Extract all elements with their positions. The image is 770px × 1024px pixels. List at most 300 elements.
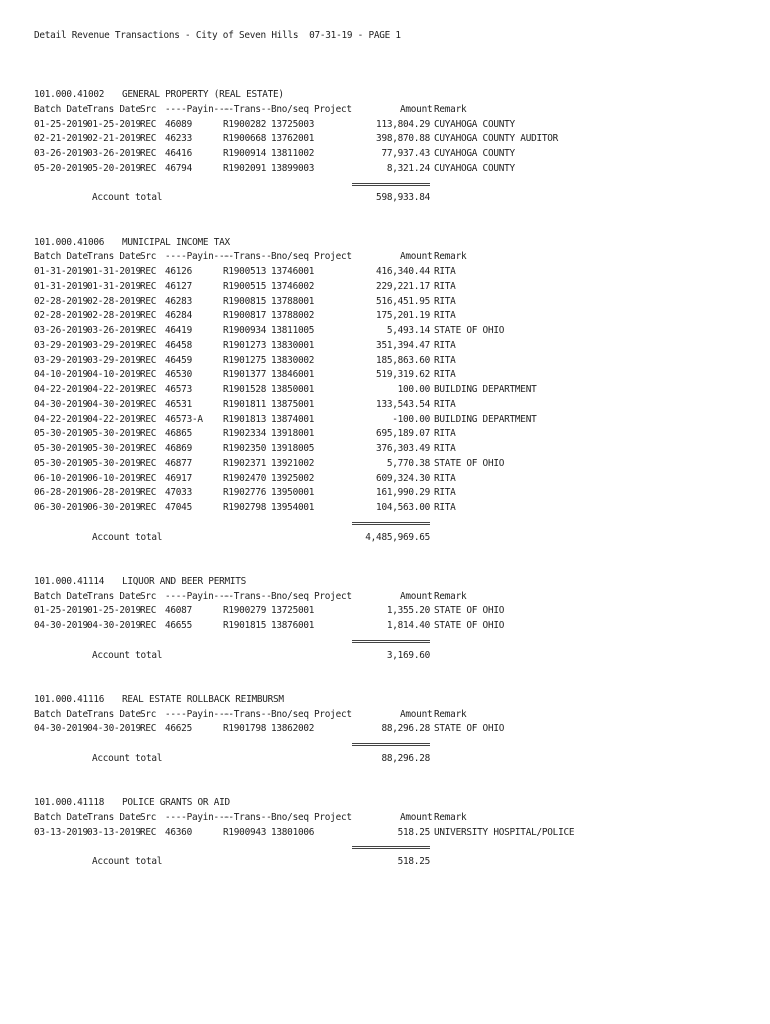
header-remark: Remark (434, 811, 467, 823)
payin-number: 46127 (165, 280, 192, 292)
account-heading (34, 796, 754, 811)
amount: 516,451.95 (376, 295, 430, 307)
trans-date: 02-21-2019 (87, 133, 141, 145)
batch-date: 02-28-2019 (34, 310, 88, 322)
remark: RITA (434, 339, 456, 351)
trans-date: 02-28-2019 (87, 310, 141, 322)
bno-seq: 13862002 (271, 723, 315, 735)
amount: 1,814.40 (386, 620, 430, 631)
trans-date: 04-22-2019 (87, 413, 141, 425)
amount: 113,804.29 (376, 118, 430, 130)
source: REC (140, 443, 157, 454)
amount: 5,493.14 (386, 325, 430, 336)
bno-seq: 13850001 (271, 384, 315, 395)
payin-number: 46283 (165, 295, 192, 307)
header-src: Src (140, 590, 157, 602)
trans-number: R1900282 (223, 118, 267, 130)
header-batch-date: Batch Date (34, 590, 88, 602)
account-heading (34, 236, 754, 251)
bno-seq: 13746002 (271, 280, 315, 292)
bno-seq: 13950001 (271, 487, 315, 499)
source: REC (140, 369, 157, 381)
account-heading (34, 693, 754, 708)
bno-seq: 13725003 (271, 118, 315, 130)
header-payin: ----Payin--- (165, 251, 230, 263)
transaction-row (34, 398, 754, 413)
trans-number: R1900515 (223, 280, 267, 292)
trans-date: 06-28-2019 (87, 487, 141, 499)
account-total-row (34, 752, 754, 767)
batch-date: 02-21-2019 (34, 133, 88, 145)
header-trans: --Trans-- (223, 103, 272, 115)
remark: RITA (434, 369, 456, 381)
batch-date: 04-10-2019 (34, 369, 88, 381)
account-total-label: Account total (92, 649, 163, 661)
account-code: 101.000.41006 (34, 236, 105, 248)
transaction-row (34, 472, 754, 487)
trans-number: R1902776 (223, 487, 267, 499)
trans-date: 05-30-2019 (87, 443, 141, 454)
trans-date: 01-31-2019 (87, 280, 141, 292)
source: REC (140, 472, 157, 484)
source: REC (140, 339, 157, 351)
bno-seq: 13874001 (271, 413, 315, 425)
remark: RITA (434, 266, 456, 277)
remark: STATE OF OHIO (434, 325, 505, 336)
account-section (34, 236, 754, 575)
transaction-row (34, 413, 754, 428)
trans-number: R1900914 (223, 148, 267, 159)
batch-date: 03-26-2019 (34, 148, 88, 159)
trans-date: 03-29-2019 (87, 339, 141, 351)
payin-number: 46530 (165, 369, 192, 381)
account-heading (34, 88, 754, 103)
account-total-label: Account total (92, 192, 163, 204)
accounts-list (34, 88, 754, 899)
trans-number: R1900279 (223, 605, 267, 617)
batch-date: 03-13-2019 (34, 826, 88, 838)
total-rule-line (34, 634, 754, 649)
remark: RITA (434, 502, 456, 513)
payin-number: 46233 (165, 133, 192, 145)
bno-seq: 13801006 (271, 826, 315, 838)
transaction-row (34, 457, 754, 472)
payin-number: 46284 (165, 310, 192, 322)
account-total-amount: 3,169.60 (386, 649, 430, 661)
trans-number: R1901377 (223, 369, 267, 381)
amount: 104,563.00 (376, 502, 430, 513)
source: REC (140, 280, 157, 292)
bno-seq: 13846001 (271, 369, 315, 381)
double-underline (352, 846, 430, 849)
account-total-row (34, 855, 754, 870)
transaction-row (34, 118, 754, 133)
transaction-row (34, 442, 754, 457)
batch-date: 05-30-2019 (34, 443, 88, 454)
account-section (34, 88, 754, 236)
trans-date: 04-22-2019 (87, 384, 141, 395)
remark: CUYAHOGA COUNTY (434, 148, 515, 159)
trans-date: 04-10-2019 (87, 369, 141, 381)
header-payin: ----Payin--- (165, 590, 230, 602)
transaction-row (34, 604, 754, 619)
batch-date: 03-26-2019 (34, 325, 88, 336)
batch-date: 06-28-2019 (34, 487, 88, 499)
remark: RITA (434, 354, 456, 366)
header-amount: Amount (400, 811, 433, 823)
trans-number: R1900513 (223, 266, 267, 277)
bno-seq: 13746001 (271, 266, 315, 277)
batch-date: 05-30-2019 (34, 457, 88, 469)
header-trans-date: Trans Date (87, 811, 141, 823)
remark: RITA (434, 428, 456, 440)
remark: RITA (434, 398, 456, 410)
column-header-row (34, 708, 754, 723)
remark: CUYAHOGA COUNTY AUDITOR (434, 133, 559, 145)
header-amount: Amount (400, 590, 433, 602)
header-batch-date: Batch Date (34, 251, 88, 263)
header-amount: Amount (400, 103, 433, 115)
account-code: 101.000.41002 (34, 89, 105, 100)
transaction-row (34, 295, 754, 310)
header-bno-seq: Bno/seq (271, 590, 309, 602)
trans-date: 04-30-2019 (87, 723, 141, 735)
trans-number: R1901811 (223, 398, 267, 410)
trans-number: R1900943 (223, 826, 267, 838)
transaction-row (34, 427, 754, 442)
header-bno-seq: Bno/seq (271, 708, 309, 720)
bno-seq: 13925002 (271, 472, 315, 484)
remark: BUILDING DEPARTMENT (434, 384, 537, 395)
trans-date: 02-28-2019 (87, 295, 141, 307)
batch-date: 06-30-2019 (34, 502, 88, 513)
trans-date: 05-30-2019 (87, 457, 141, 469)
source: REC (140, 295, 157, 307)
source: REC (140, 310, 157, 322)
bno-seq: 13875001 (271, 398, 315, 410)
transaction-row (34, 383, 754, 398)
bno-seq: 13830001 (271, 339, 315, 351)
account-code: 101.000.41114 (34, 575, 105, 587)
header-src: Src (140, 708, 157, 720)
trans-date: 03-29-2019 (87, 354, 141, 366)
amount: -100.00 (392, 413, 430, 425)
payin-number: 46531 (165, 398, 192, 410)
trans-date: 03-13-2019 (87, 826, 141, 838)
bno-seq: 13811005 (271, 325, 315, 336)
source: REC (140, 620, 157, 631)
account-total-row (34, 531, 754, 546)
amount: 185,863.60 (376, 354, 430, 366)
account-total-label: Account total (92, 752, 163, 764)
transaction-row (34, 826, 754, 841)
payin-number: 46794 (165, 162, 192, 174)
batch-date: 03-29-2019 (34, 354, 88, 366)
trans-number: R1901528 (223, 384, 267, 395)
double-underline (352, 183, 430, 186)
bno-seq: 13788002 (271, 310, 315, 322)
double-underline (352, 640, 430, 643)
batch-date: 05-30-2019 (34, 428, 88, 440)
transaction-row (34, 324, 754, 339)
trans-number: R1902091 (223, 162, 267, 174)
amount: 161,990.29 (376, 487, 430, 499)
account-section (34, 796, 754, 899)
header-trans: --Trans-- (223, 708, 272, 720)
amount: 133,543.54 (376, 398, 430, 410)
header-bno-seq: Bno/seq (271, 103, 309, 115)
payin-number: 46089 (165, 118, 192, 130)
account-total-label: Account total (92, 856, 163, 867)
account-heading (34, 575, 754, 590)
source: REC (140, 118, 157, 130)
transaction-row (34, 147, 754, 162)
amount: 229,221.17 (376, 280, 430, 292)
remark: RITA (434, 472, 456, 484)
bno-seq: 13811002 (271, 148, 315, 159)
source: REC (140, 148, 157, 159)
column-header-row (34, 811, 754, 826)
transaction-row (34, 619, 754, 634)
header-bno-seq: Bno/seq (271, 811, 309, 823)
amount: 416,340.44 (376, 266, 430, 277)
total-rule-line (34, 737, 754, 752)
header-src: Src (140, 103, 157, 115)
source: REC (140, 266, 157, 277)
account-total-row (34, 191, 754, 206)
amount: 376,303.49 (376, 443, 430, 454)
header-batch-date: Batch Date (34, 708, 88, 720)
source: REC (140, 354, 157, 366)
total-rule-line (34, 177, 754, 192)
account-total-amount: 598,933.84 (376, 192, 430, 204)
payin-number: 46419 (165, 325, 192, 336)
account-total-row (34, 649, 754, 664)
payin-number: 46869 (165, 443, 192, 454)
amount: 175,201.19 (376, 310, 430, 322)
payin-number: 46458 (165, 339, 192, 351)
page-title: Detail Revenue Transactions - City of Seven Hills 07-31-19 - PAGE 1 (34, 30, 401, 41)
amount: 351,394.47 (376, 339, 430, 351)
payin-number: 46416 (165, 148, 192, 159)
batch-date: 01-31-2019 (34, 280, 88, 292)
trans-date: 03-26-2019 (87, 325, 141, 336)
header-remark: Remark (434, 708, 467, 720)
source: REC (140, 502, 157, 513)
remark: CUYAHOGA COUNTY (434, 162, 515, 174)
trans-date: 05-30-2019 (87, 428, 141, 440)
payin-number: 46573-A (165, 413, 203, 425)
batch-date: 04-30-2019 (34, 398, 88, 410)
trans-date: 03-26-2019 (87, 148, 141, 159)
batch-date: 01-31-2019 (34, 266, 88, 277)
account-total-amount: 88,296.28 (381, 752, 430, 764)
transaction-row (34, 265, 754, 280)
batch-date: 04-30-2019 (34, 723, 88, 735)
bno-seq: 13954001 (271, 502, 315, 513)
source: REC (140, 413, 157, 425)
trans-date: 06-30-2019 (87, 502, 141, 513)
remark: STATE OF OHIO (434, 723, 505, 735)
bno-seq: 13788001 (271, 295, 315, 307)
bno-seq: 13921002 (271, 457, 315, 469)
header-trans: --Trans-- (223, 590, 272, 602)
remark: CUYAHOGA COUNTY (434, 118, 515, 130)
bno-seq: 13876001 (271, 620, 315, 631)
trans-date: 01-31-2019 (87, 266, 141, 277)
batch-date: 03-29-2019 (34, 339, 88, 351)
header-remark: Remark (434, 590, 467, 602)
header-payin: ----Payin--- (165, 811, 230, 823)
source: REC (140, 428, 157, 440)
bno-seq: 13725001 (271, 605, 315, 617)
remark: RITA (434, 280, 456, 292)
source: REC (140, 723, 157, 735)
bno-seq: 13899003 (271, 162, 315, 174)
account-title: REAL ESTATE ROLLBACK REIMBURSM (122, 693, 284, 705)
amount: 88,296.28 (381, 723, 430, 735)
header-project: Project (314, 251, 352, 263)
trans-number: R1902371 (223, 457, 267, 469)
source: REC (140, 457, 157, 469)
trans-number: R1901275 (223, 354, 267, 366)
transaction-row (34, 354, 754, 369)
remark: STATE OF OHIO (434, 620, 505, 631)
payin-number: 46917 (165, 472, 192, 484)
transaction-row (34, 368, 754, 383)
payin-number: 47045 (165, 502, 192, 513)
payin-number: 46087 (165, 605, 192, 617)
payin-number: 47033 (165, 487, 192, 499)
bno-seq: 13762001 (271, 133, 315, 145)
batch-date: 01-25-2019 (34, 605, 88, 617)
header-project: Project (314, 590, 352, 602)
account-total-amount: 4,485,969.65 (365, 531, 430, 543)
source: REC (140, 605, 157, 617)
payin-number: 46459 (165, 354, 192, 366)
amount: 77,937.43 (381, 148, 430, 159)
remark: BUILDING DEPARTMENT (434, 413, 537, 425)
double-underline (352, 522, 430, 525)
source: REC (140, 487, 157, 499)
header-amount: Amount (400, 708, 433, 720)
trans-date: 06-10-2019 (87, 472, 141, 484)
source: REC (140, 384, 157, 395)
header-project: Project (314, 103, 352, 115)
trans-number: R1901273 (223, 339, 267, 351)
trans-number: R1900815 (223, 295, 267, 307)
trans-date: 04-30-2019 (87, 398, 141, 410)
payin-number: 46655 (165, 620, 192, 631)
header-payin: ----Payin--- (165, 103, 230, 115)
header-trans-date: Trans Date (87, 590, 141, 602)
amount: 8,321.24 (386, 162, 430, 174)
remark: RITA (434, 295, 456, 307)
amount: 1,355.20 (386, 605, 430, 617)
payin-number: 46573 (165, 384, 192, 395)
header-src: Src (140, 251, 157, 263)
header-batch-date: Batch Date (34, 103, 88, 115)
account-title: LIQUOR AND BEER PERMITS (122, 575, 247, 587)
account-title: POLICE GRANTS OR AID (122, 797, 230, 808)
batch-date: 02-28-2019 (34, 295, 88, 307)
revenue-report (34, 29, 754, 899)
header-trans-date: Trans Date (87, 708, 141, 720)
trans-number: R1902798 (223, 502, 267, 513)
amount: 100.00 (397, 384, 430, 395)
trans-date: 05-20-2019 (87, 162, 141, 174)
source: REC (140, 133, 157, 145)
batch-date: 05-20-2019 (34, 162, 88, 174)
batch-date: 04-22-2019 (34, 413, 88, 425)
header-project: Project (314, 708, 352, 720)
payin-number: 46865 (165, 428, 192, 440)
amount: 519,319.62 (376, 369, 430, 381)
source: REC (140, 398, 157, 410)
transaction-row (34, 132, 754, 147)
column-header-row (34, 103, 754, 118)
payin-number: 46877 (165, 457, 192, 469)
transaction-row (34, 162, 754, 177)
batch-date: 04-22-2019 (34, 384, 88, 395)
trans-number: R1900668 (223, 133, 267, 145)
transaction-row (34, 486, 754, 501)
remark: RITA (434, 443, 456, 454)
header-project: Project (314, 811, 352, 823)
header-remark: Remark (434, 251, 467, 263)
bno-seq: 13830002 (271, 354, 315, 366)
header-trans-date: Trans Date (87, 251, 141, 263)
account-section (34, 575, 754, 693)
amount: 398,870.88 (376, 133, 430, 145)
payin-number: 46625 (165, 723, 192, 735)
account-total-label: Account total (92, 531, 163, 543)
batch-date: 04-30-2019 (34, 620, 88, 631)
payin-number: 46360 (165, 826, 192, 838)
source: REC (140, 826, 157, 838)
trans-number: R1902470 (223, 472, 267, 484)
total-rule-line (34, 840, 754, 855)
amount: 518.25 (397, 826, 430, 838)
remark: STATE OF OHIO (434, 605, 505, 617)
batch-date: 06-10-2019 (34, 472, 88, 484)
source: REC (140, 162, 157, 174)
account-title: MUNICIPAL INCOME TAX (122, 236, 230, 248)
header-trans-date: Trans Date (87, 103, 141, 115)
column-header-row (34, 250, 754, 265)
header-bno-seq: Bno/seq (271, 251, 309, 263)
account-code: 101.000.41118 (34, 797, 105, 808)
bno-seq: 13918001 (271, 428, 315, 440)
transaction-row (34, 722, 754, 737)
trans-date: 01-25-2019 (87, 118, 141, 130)
trans-date: 01-25-2019 (87, 605, 141, 617)
trans-number: R1900934 (223, 325, 267, 336)
amount: 609,324.30 (376, 472, 430, 484)
trans-number: R1901798 (223, 723, 267, 735)
header-trans: --Trans-- (223, 251, 272, 263)
bno-seq: 13918005 (271, 443, 315, 454)
double-underline (352, 743, 430, 746)
transaction-row (34, 309, 754, 324)
header-batch-date: Batch Date (34, 811, 88, 823)
amount: 5,770.38 (386, 457, 430, 469)
trans-number: R1901813 (223, 413, 267, 425)
account-total-amount: 518.25 (397, 856, 430, 867)
amount: 695,189.07 (376, 428, 430, 440)
total-rule-line (34, 516, 754, 531)
trans-number: R1902334 (223, 428, 267, 440)
